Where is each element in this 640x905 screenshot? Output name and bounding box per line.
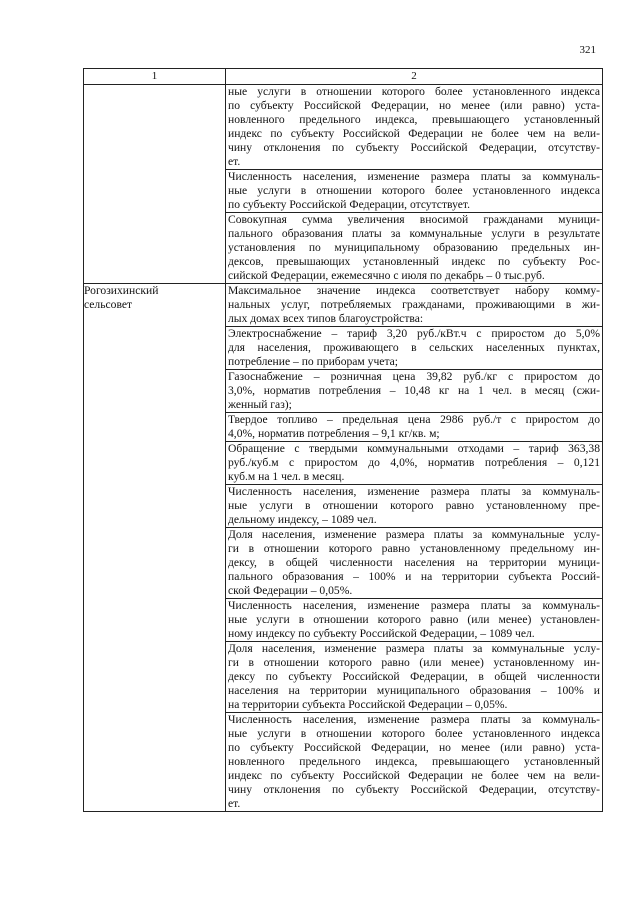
text-line: женный газ); xyxy=(228,398,292,411)
text-line: ской Федерации – 0,05%. xyxy=(228,584,353,597)
description-paragraph xyxy=(226,528,602,599)
description-cell xyxy=(226,85,603,284)
text-line: Обращение с твердыми коммунальными отходами – тариф 363,38 xyxy=(228,442,600,455)
column-header-1: 1 xyxy=(84,69,226,85)
text-line: ные услуги в отношении которого более установленного индекса xyxy=(228,727,600,740)
text-line: по субъекту Российской Федерации, но менее (или равно) уста- xyxy=(228,99,600,112)
table-row xyxy=(84,284,603,812)
description-paragraph xyxy=(226,713,602,811)
text-line: 4,0%, норматив потребления – 9,1 кг/кв. м; xyxy=(228,427,440,440)
text-line: Численность населения, изменение размера платы за коммуналь- xyxy=(228,170,600,183)
text-line: потребление – по приборам учета; xyxy=(228,355,399,368)
text-line: новленного предельного индекса, превышающего установленный xyxy=(228,755,600,768)
text-line: пального образования платы за коммунальные услуги в результате xyxy=(228,227,600,240)
text-line: Доля населения, изменение размера платы за коммунальные услу- xyxy=(228,528,600,541)
text-line: Численность населения, изменение размера платы за коммуналь- xyxy=(228,485,600,498)
text-line: руб./куб.м с приростом до 4,0%, норматив потребления – 0,121 xyxy=(228,456,600,469)
description-paragraph xyxy=(226,327,602,370)
text-line: ги в отношении которого равно (или менее) установленному ин- xyxy=(228,656,600,669)
municipality-name-line: Рогозихинский xyxy=(84,284,159,297)
text-line: по субъекту Российской Федерации, отсутствует. xyxy=(228,198,470,211)
text-line: Совокупная сумма увеличения вносимой гражданами муници- xyxy=(228,213,600,226)
text-line: индекс по субъекту Российской Федерации не более чем на вели- xyxy=(228,127,600,140)
document-table xyxy=(83,68,603,812)
text-line: Твердое топливо – предельная цена 2986 руб./т с приростом до xyxy=(228,413,600,426)
text-line: чину отклонения по субъекту Российской Федерации, отсутству- xyxy=(228,783,600,796)
table-header-row xyxy=(84,69,603,85)
text-line: ные услуги в отношении которого равно (или менее) установлен- xyxy=(228,613,600,626)
text-line: населения на территории муниципального образования – 100% и xyxy=(228,684,600,697)
column-header-2: 2 xyxy=(226,69,603,85)
page-number: 321 xyxy=(579,44,596,56)
text-line: нальных услуг, потребляемых гражданами, проживающими в жи- xyxy=(228,298,600,311)
table-row xyxy=(84,85,603,284)
municipality-cell xyxy=(84,284,226,812)
text-line: Газоснабжение – розничная цена 39,82 руб./кг с приростом до xyxy=(228,370,600,383)
text-line: Максимальное значение индекса соответствует набору комму- xyxy=(228,284,600,297)
description-paragraph xyxy=(226,85,602,170)
text-line: куб.м на 1 чел. в месяц. xyxy=(228,470,345,483)
municipality-cell xyxy=(84,85,226,284)
text-line: по субъекту Российской Федерации, но менее (или равно) уста- xyxy=(228,741,600,754)
table-body xyxy=(84,85,603,812)
text-line: индекс по субъекту Российской Федерации не более чем на вели- xyxy=(228,769,600,782)
text-line: дексов, превышающих установленный индекс по субъекту Рос- xyxy=(228,255,600,268)
description-paragraph xyxy=(226,485,602,528)
text-line: ги в отношении которого равно установленному предельному ин- xyxy=(228,542,600,555)
text-line: лых домах всех типов благоустройства: xyxy=(228,312,424,325)
text-line: новленного предельного индекса, превышающего установленный xyxy=(228,113,600,126)
text-line: чину отклонения по субъекту Российской Федерации, отсутству- xyxy=(228,141,600,154)
text-line: ные услуги в отношении которого равно установленному пре- xyxy=(228,499,600,512)
description-paragraph xyxy=(226,413,602,442)
text-line: Электроснабжение – тариф 3,20 руб./кВт.ч с приростом до 5,0% xyxy=(228,327,600,340)
text-line: дексу, в общей численности населения на территории муници- xyxy=(228,556,600,569)
description-paragraph xyxy=(226,370,602,413)
text-line: на территории субъекта Российской Федерации – 0,05%. xyxy=(228,698,508,711)
text-line: дельному индексу, – 1089 чел. xyxy=(228,513,377,526)
text-line: ные услуги в отношении которого более установленного индекса xyxy=(228,184,600,197)
text-line: установления по муниципальному образованию предельных ин- xyxy=(228,241,600,254)
text-line: сийской Федерации, ежемесячно с июля по декабрь – 0 тыс.руб. xyxy=(228,269,545,282)
text-line: ные услуги в отношении которого более установленного индекса xyxy=(228,85,600,98)
municipality-name-line: сельсовет xyxy=(84,298,133,311)
text-line: ному индексу по субъекту Российской Федерации, – 1089 чел. xyxy=(228,627,535,640)
text-line: для населения, проживающего в сельских населенных пунктах, xyxy=(228,341,600,354)
text-line: Численность населения, изменение размера платы за коммуналь- xyxy=(228,713,600,726)
text-line: пального образования – 100% и на территории субъекта Россий- xyxy=(228,570,600,583)
text-line: ет. xyxy=(228,797,241,810)
description-paragraph xyxy=(226,642,602,713)
text-line: Численность населения, изменение размера платы за коммуналь- xyxy=(228,599,600,612)
description-cell xyxy=(226,284,603,812)
description-paragraph xyxy=(226,284,602,327)
description-paragraph xyxy=(226,599,602,642)
description-paragraph xyxy=(226,170,602,213)
text-line: 3,0%, норматив потребления – 10,48 кг на 1 чел. в месяц (сжи- xyxy=(228,384,600,397)
text-line: Доля населения, изменение размера платы за коммунальные услу- xyxy=(228,642,600,655)
description-paragraph xyxy=(226,213,602,283)
text-line: дексу по субъекту Российской Федерации, в общей численности xyxy=(228,670,600,683)
description-paragraph xyxy=(226,442,602,485)
text-line: ет. xyxy=(228,155,241,168)
